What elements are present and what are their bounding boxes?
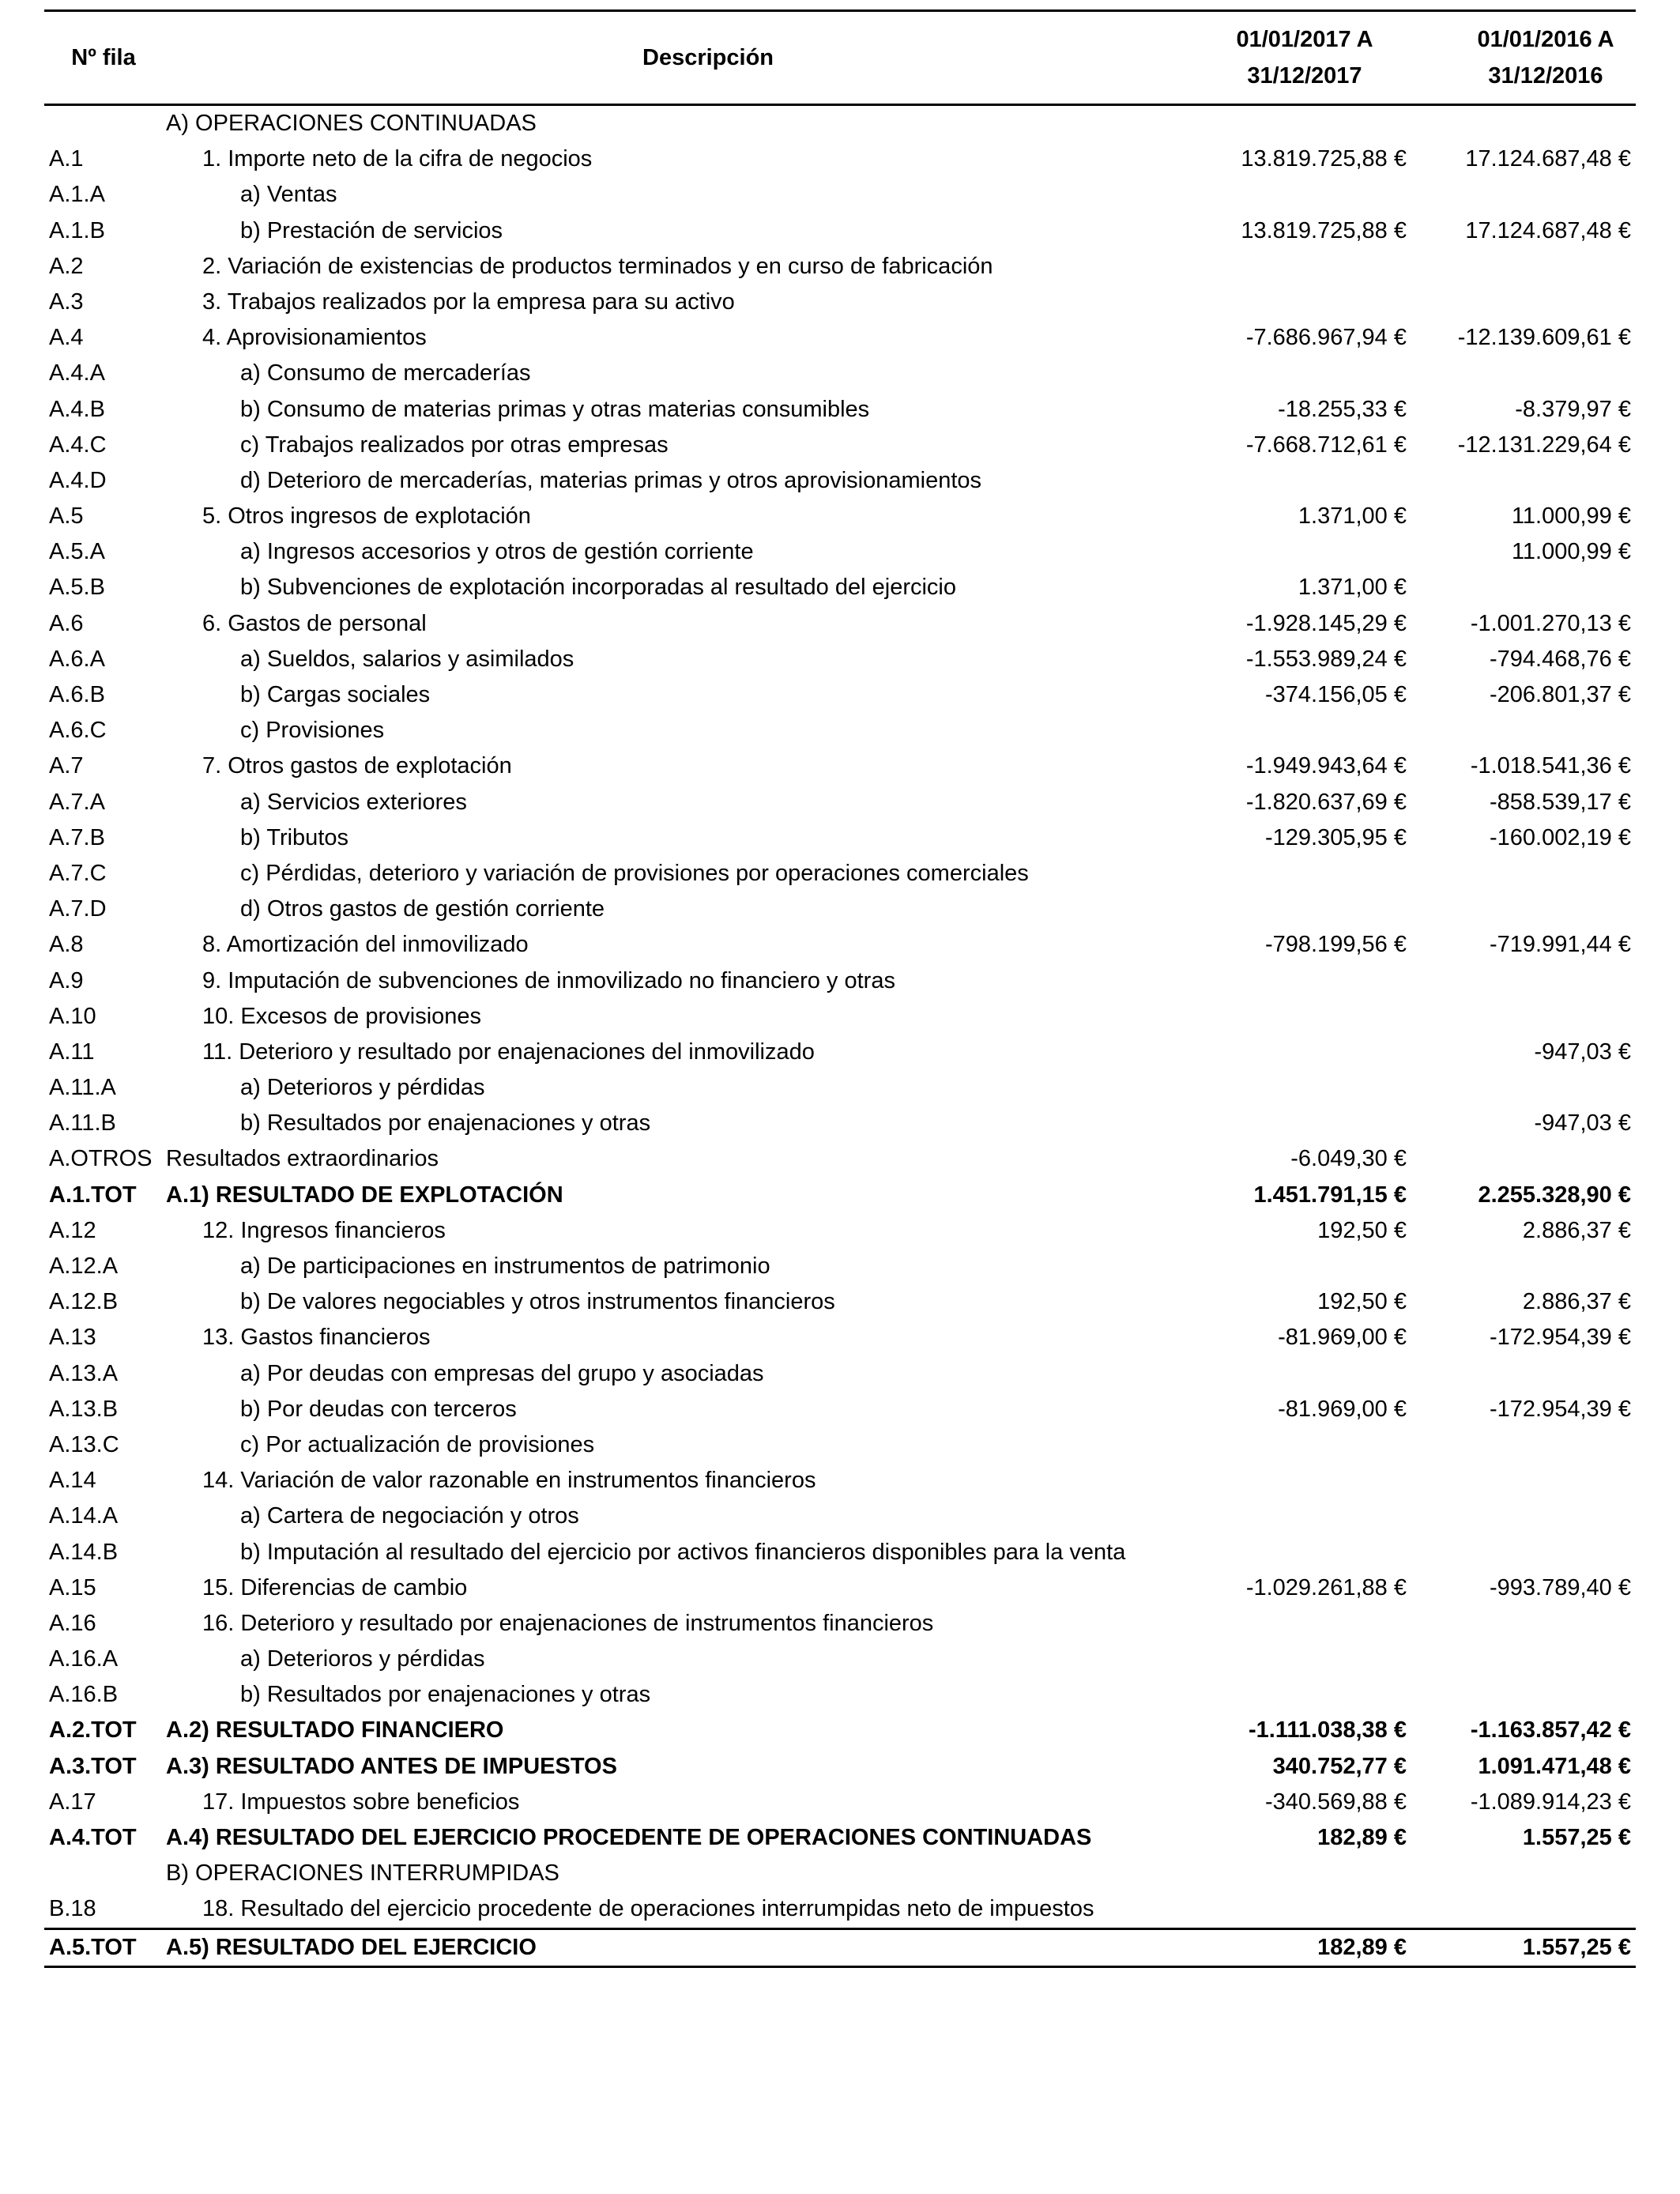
table-row <box>44 785 1636 820</box>
row-value-2017: -1.111.038,38 € <box>1249 1717 1407 1744</box>
row-value-2016: -794.468,76 € <box>1490 646 1631 672</box>
table-row <box>44 642 1636 677</box>
row-code: A.13.B <box>49 1396 119 1422</box>
table-row <box>44 1249 1636 1284</box>
row-description: A.5) RESULTADO DEL EJERCICIO <box>166 1934 537 1960</box>
row-code: A.4.A <box>49 360 105 386</box>
row-value-2016: -993.789,40 € <box>1490 1574 1631 1600</box>
table-row <box>44 1070 1636 1106</box>
row-value-2016: -172.954,39 € <box>1490 1396 1631 1422</box>
row-description: 6. Gastos de personal <box>202 610 427 636</box>
row-value-2017: 1.451.791,15 € <box>1253 1182 1407 1208</box>
table-row <box>44 748 1636 784</box>
row-value-2016: -160.002,19 € <box>1490 824 1631 850</box>
row-description: A.4) RESULTADO DEL EJERCICIO PROCEDENTE DE OPERACIONES CONTINUADAS <box>166 1825 1092 1850</box>
row-description: c) Por actualización de provisiones <box>240 1431 595 1457</box>
row-value-2016: -1.018.541,36 € <box>1470 753 1631 779</box>
row-value-2016: 1.557,25 € <box>1522 1825 1631 1850</box>
row-value-2017: 192,50 € <box>1317 1217 1407 1243</box>
row-code: A.3 <box>49 288 84 315</box>
row-code: A.6.B <box>49 682 105 707</box>
row-code: A.4.D <box>49 467 107 493</box>
row-value-2016: 17.124.687,48 € <box>1465 146 1631 172</box>
row-value-2016: 2.886,37 € <box>1522 1217 1631 1243</box>
row-code: A.1.TOT <box>49 1182 137 1208</box>
row-description: a) Por deudas con empresas del grupo y asociadas <box>240 1360 764 1386</box>
table-row <box>44 534 1636 570</box>
row-code: A.14 <box>49 1468 96 1494</box>
table-row <box>44 856 1636 892</box>
row-code: A.6.A <box>49 646 105 672</box>
row-value-2017: -81.969,00 € <box>1278 1325 1407 1351</box>
table-row <box>44 320 1636 356</box>
table-row <box>44 1749 1636 1785</box>
row-value-2016: -1.089.914,23 € <box>1470 1789 1631 1815</box>
row-description: 14. Variación de valor razonable en instrumentos financieros <box>202 1468 816 1494</box>
row-description: 4. Aprovisionamientos <box>202 325 427 351</box>
table-row <box>44 999 1636 1035</box>
table-row <box>44 1035 1636 1070</box>
row-value-2017: -129.305,95 € <box>1265 824 1407 850</box>
row-description: b) Resultados por enajenaciones y otras <box>240 1682 651 1708</box>
table-row <box>44 1106 1636 1141</box>
row-value-2017: 340.752,77 € <box>1272 1753 1407 1779</box>
row-value-2017: 182,89 € <box>1317 1934 1407 1960</box>
row-description: b) De valores negociables y otros instrumentos financieros <box>240 1289 835 1315</box>
row-code: A.14.A <box>49 1503 119 1529</box>
table-row <box>44 356 1636 391</box>
row-value-2017: -6.049,30 € <box>1290 1146 1407 1172</box>
row-description: 11. Deterioro y resultado por enajenaciones del inmovilizado <box>202 1039 815 1065</box>
row-value-2017: -1.553.989,24 € <box>1245 646 1407 672</box>
row-description: B) OPERACIONES INTERRUMPIDAS <box>166 1860 559 1887</box>
row-value-2016: 2.255.328,90 € <box>1478 1182 1631 1208</box>
row-description: 8. Amortización del inmovilizado <box>202 932 529 958</box>
row-description: a) De participaciones en instrumentos de patrimonio <box>240 1253 770 1279</box>
row-description: Resultados extraordinarios <box>166 1146 439 1172</box>
row-description: c) Provisiones <box>240 718 385 744</box>
row-value-2017: -7.686.967,94 € <box>1245 325 1407 351</box>
income-statement-table <box>44 9 1636 1968</box>
row-code: A.14.B <box>49 1539 119 1565</box>
table-row <box>44 1320 1636 1355</box>
row-code: A.11.A <box>49 1075 116 1101</box>
row-code: A.7.C <box>49 860 107 886</box>
row-code: A.13.A <box>49 1360 119 1386</box>
row-description: b) Imputación al resultado del ejercicio por activos financieros disponibles para la venta <box>240 1539 1126 1565</box>
row-code: A.4.TOT <box>49 1825 137 1850</box>
header-description-label: Descripción <box>642 45 774 70</box>
row-code: A.16.B <box>49 1682 119 1708</box>
row-description: A) OPERACIONES CONTINUADAS <box>166 111 537 136</box>
table-row <box>44 963 1636 999</box>
table-body <box>44 106 1636 1968</box>
table-row <box>44 677 1636 713</box>
row-description: a) Ventas <box>240 182 337 208</box>
row-description: 18. Resultado del ejercicio procedente de operaciones interrumpidas neto de impuestos <box>202 1896 1094 1922</box>
row-description: A.2) RESULTADO FINANCIERO <box>166 1717 504 1744</box>
table-row <box>44 249 1636 285</box>
table-row <box>44 1213 1636 1249</box>
row-code: A.1 <box>49 146 84 172</box>
row-code: A.4.B <box>49 396 105 422</box>
row-description: b) Cargas sociales <box>240 682 431 707</box>
row-code: A.5.B <box>49 575 105 601</box>
row-description: d) Deterioro de mercaderías, materias primas y otros aprovisionamientos <box>240 467 982 493</box>
row-code: A.6.C <box>49 718 107 744</box>
row-value-2016: -858.539,17 € <box>1490 789 1631 815</box>
row-code: A.8 <box>49 932 84 958</box>
table-row <box>44 499 1636 534</box>
row-code: A.16.A <box>49 1646 119 1672</box>
row-description: b) Prestación de servicios <box>240 217 503 243</box>
row-code: A.7 <box>49 753 84 779</box>
header-row-number <box>44 12 163 104</box>
row-description: 17. Impuestos sobre beneficios <box>202 1789 520 1815</box>
row-description: 10. Excesos de provisiones <box>202 1003 482 1029</box>
row-value-2016: -947,03 € <box>1534 1039 1631 1065</box>
row-value-2016: 11.000,99 € <box>1511 503 1631 530</box>
row-code: A.13 <box>49 1325 96 1351</box>
row-description: b) Consumo de materias primas y otras materias consumibles <box>240 396 870 422</box>
row-description: 1. Importe neto de la cifra de negocios <box>202 146 593 172</box>
row-description: 12. Ingresos financieros <box>202 1217 446 1243</box>
row-value-2016: -1.001.270,13 € <box>1470 610 1631 636</box>
row-code: A.4.C <box>49 432 107 458</box>
table-row <box>44 570 1636 605</box>
table-header <box>44 12 1636 106</box>
row-description: a) Servicios exteriores <box>240 789 467 815</box>
table-row <box>44 1928 1636 1968</box>
table-row <box>44 1820 1636 1856</box>
table-row <box>44 1498 1636 1534</box>
row-description: b) Tributos <box>240 824 348 850</box>
row-description: b) Subvenciones de explotación incorporadas al resultado del ejercicio <box>240 575 956 601</box>
row-code: A.12.A <box>49 1253 119 1279</box>
header-description <box>163 12 1253 104</box>
row-code: A.13.C <box>49 1431 119 1457</box>
row-description: d) Otros gastos de gestión corriente <box>240 896 605 922</box>
table-row <box>44 1356 1636 1392</box>
row-code: A.7.B <box>49 824 105 850</box>
row-value-2017: -374.156,05 € <box>1265 682 1407 707</box>
header-period-2016 <box>1443 12 1648 104</box>
table-row <box>44 1856 1636 1891</box>
table-row <box>44 1141 1636 1177</box>
row-description: 5. Otros ingresos de explotación <box>202 503 531 530</box>
row-code: A.OTROS <box>49 1146 153 1172</box>
row-value-2017: 13.819.725,88 € <box>1241 146 1407 172</box>
table-row <box>44 428 1636 463</box>
row-description: a) Deterioros y pérdidas <box>240 1646 485 1672</box>
table-row <box>44 141 1636 177</box>
row-description: b) Por deudas con terceros <box>240 1396 517 1422</box>
row-description: 15. Diferencias de cambio <box>202 1574 468 1600</box>
table-row <box>44 1891 1636 1927</box>
header-period-2017 <box>1198 12 1411 104</box>
row-code: A.15 <box>49 1574 96 1600</box>
table-row <box>44 1570 1636 1606</box>
row-code: A.16 <box>49 1610 96 1636</box>
header-period-2016-line1: 01/01/2016 A <box>1477 27 1614 52</box>
row-code: B.18 <box>49 1896 96 1922</box>
row-description: 9. Imputación de subvenciones de inmovilizado no financiero y otras <box>202 967 895 993</box>
table-row <box>44 1535 1636 1570</box>
row-value-2017: -1.928.145,29 € <box>1245 610 1407 636</box>
table-row <box>44 927 1636 963</box>
row-code: A.6 <box>49 610 84 636</box>
row-code: A.4 <box>49 325 84 351</box>
row-code: A.9 <box>49 967 84 993</box>
header-row-number-label: Nº fila <box>71 45 136 70</box>
row-value-2016: -1.163.857,42 € <box>1470 1717 1631 1744</box>
row-description: 2. Variación de existencias de productos terminados y en curso de fabricación <box>202 253 993 279</box>
row-value-2017: 182,89 € <box>1317 1825 1407 1850</box>
row-code: A.7.A <box>49 789 105 815</box>
row-value-2017: 13.819.725,88 € <box>1241 217 1407 243</box>
row-description: a) Sueldos, salarios y asimilados <box>240 646 574 672</box>
row-value-2016: 1.557,25 € <box>1522 1934 1631 1960</box>
table-row <box>44 1713 1636 1748</box>
row-description: 3. Trabajos realizados por la empresa para su activo <box>202 288 735 315</box>
table-row <box>44 177 1636 213</box>
table-row <box>44 1427 1636 1463</box>
row-code: A.11 <box>49 1039 95 1065</box>
row-description: A.1) RESULTADO DE EXPLOTACIÓN <box>166 1182 563 1208</box>
table-row <box>44 1463 1636 1498</box>
row-value-2017: 192,50 € <box>1317 1289 1407 1315</box>
row-value-2016: -172.954,39 € <box>1490 1325 1631 1351</box>
table-row <box>44 106 1636 141</box>
row-value-2016: 2.886,37 € <box>1522 1289 1631 1315</box>
row-value-2016: -206.801,37 € <box>1490 682 1631 707</box>
row-description: a) Consumo de mercaderías <box>240 360 531 386</box>
row-code: A.5.TOT <box>49 1934 137 1960</box>
row-value-2017: -7.668.712,61 € <box>1245 432 1407 458</box>
row-code: A.10 <box>49 1003 96 1029</box>
header-period-2017-line1: 01/01/2017 A <box>1236 27 1373 52</box>
table-row <box>44 1642 1636 1677</box>
row-description: A.3) RESULTADO ANTES DE IMPUESTOS <box>166 1753 617 1779</box>
table-row <box>44 1284 1636 1320</box>
table-row <box>44 1785 1636 1820</box>
row-value-2016: -12.139.609,61 € <box>1457 325 1631 351</box>
header-period-2017-line2: 31/12/2017 <box>1247 63 1362 89</box>
row-value-2016: -947,03 € <box>1534 1110 1631 1137</box>
row-code: A.1.A <box>49 182 105 208</box>
table-row <box>44 463 1636 499</box>
row-code: A.7.D <box>49 896 107 922</box>
row-value-2017: 1.371,00 € <box>1298 503 1407 530</box>
table-row <box>44 892 1636 927</box>
row-code: A.12 <box>49 1217 96 1243</box>
table-row <box>44 1677 1636 1713</box>
row-value-2016: -8.379,97 € <box>1515 396 1631 422</box>
row-description: a) Cartera de negociación y otros <box>240 1503 579 1529</box>
table-row <box>44 285 1636 320</box>
row-description: a) Deterioros y pérdidas <box>240 1075 485 1101</box>
header-period-2016-line2: 31/12/2016 <box>1488 63 1603 89</box>
row-code: A.5 <box>49 503 84 530</box>
row-code: A.5.A <box>49 539 105 565</box>
table-row <box>44 820 1636 856</box>
row-code: A.1.B <box>49 217 105 243</box>
row-value-2016: 11.000,99 € <box>1511 539 1631 565</box>
row-description: a) Ingresos accesorios y otros de gestión corriente <box>240 539 754 565</box>
row-code: A.12.B <box>49 1289 119 1315</box>
row-code: A.17 <box>49 1789 96 1815</box>
table-row <box>44 1606 1636 1642</box>
row-value-2017: -1.820.637,69 € <box>1245 789 1407 815</box>
row-description: b) Resultados por enajenaciones y otras <box>240 1110 651 1137</box>
table-row <box>44 1392 1636 1427</box>
table-row <box>44 606 1636 642</box>
table-row <box>44 1178 1636 1213</box>
row-code: A.2 <box>49 253 84 279</box>
row-value-2017: -18.255,33 € <box>1278 396 1407 422</box>
row-description: 7. Otros gastos de explotación <box>202 753 512 779</box>
row-value-2017: -81.969,00 € <box>1278 1396 1407 1422</box>
row-value-2017: -1.949.943,64 € <box>1245 753 1407 779</box>
row-description: c) Pérdidas, deterioro y variación de provisiones por operaciones comerciales <box>240 860 1029 886</box>
row-value-2017: -1.029.261,88 € <box>1245 1574 1407 1600</box>
row-value-2016: 17.124.687,48 € <box>1465 217 1631 243</box>
row-value-2017: -798.199,56 € <box>1265 932 1407 958</box>
row-value-2017: 1.371,00 € <box>1298 575 1407 601</box>
row-value-2017: -340.569,88 € <box>1265 1789 1407 1815</box>
row-description: c) Trabajos realizados por otras empresas <box>240 432 669 458</box>
table-row <box>44 213 1636 249</box>
row-code: A.2.TOT <box>49 1717 137 1744</box>
row-code: A.11.B <box>49 1110 116 1137</box>
row-code: A.3.TOT <box>49 1753 137 1779</box>
row-description: 16. Deterioro y resultado por enajenaciones de instrumentos financieros <box>202 1610 934 1636</box>
row-value-2016: 1.091.471,48 € <box>1478 1753 1631 1779</box>
row-value-2016: -719.991,44 € <box>1490 932 1631 958</box>
row-value-2016: -12.131.229,64 € <box>1457 432 1631 458</box>
table-row <box>44 392 1636 428</box>
table-row <box>44 713 1636 748</box>
row-description: 13. Gastos financieros <box>202 1325 431 1351</box>
